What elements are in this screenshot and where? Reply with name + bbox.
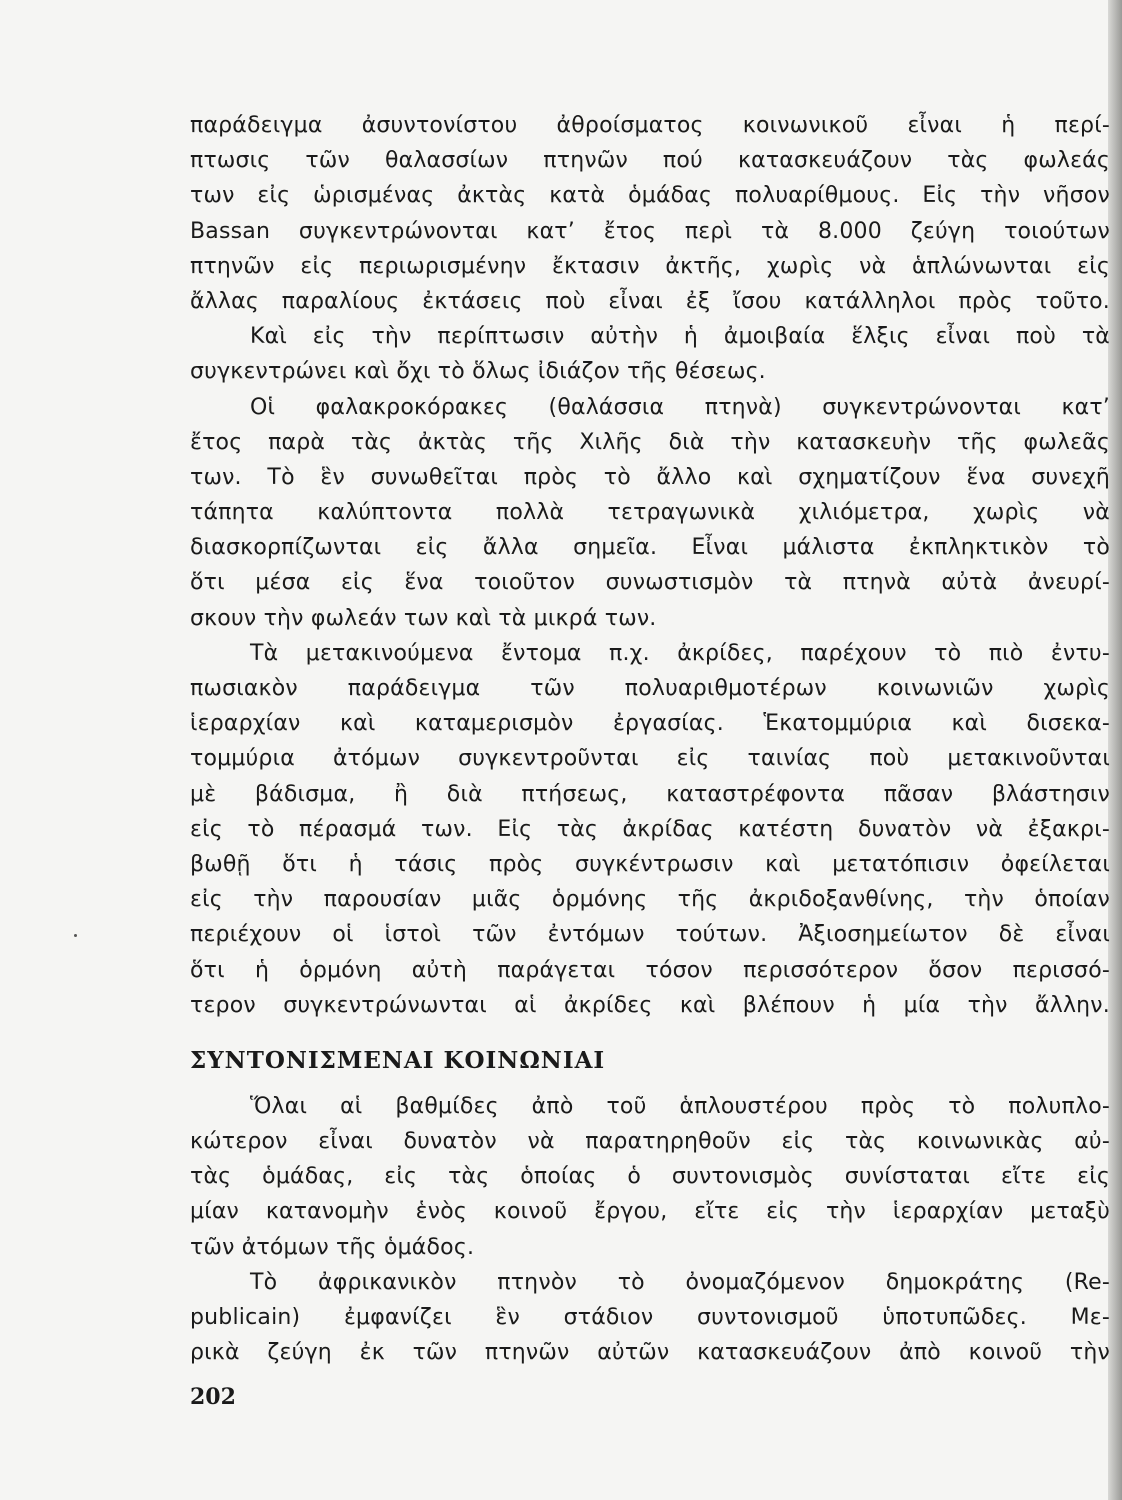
text-line: publicain) ἐμφανίζει ἓν στάδιον συντονισμοῦ ὑποτυπῶδες. Με-: [190, 1305, 1110, 1330]
text-line: Οἱ φαλακροκόρακες (θαλάσσια πτηνὰ) συγκεντρώνονται κατ’: [250, 394, 1110, 420]
text-line: διασκορπίζωνται εἰς ἄλλα σημεῖα. Εἶναι μάλιστα ἐκπληκτικὸν τὸ: [190, 535, 1110, 561]
text-line: των. Τὸ ἓν συνωθεῖται πρὸς τὸ ἄλλο καὶ σχηματίζουν ἕνα συνεχῆ: [190, 464, 1110, 490]
text-line: πτωσις τῶν θαλασσίων πτηνῶν πού κατασκευάζουν τὰς φωλεάς: [190, 148, 1110, 174]
paragraph-3: [190, 390, 1110, 636]
paragraph-5: [190, 1089, 1110, 1265]
text-line: τάπητα καλύπτοντα πολλὰ τετραγωνικὰ χιλιόμετρα, χωρὶς νὰ: [190, 500, 1110, 526]
text-line: τομμύρια ἀτόμων συγκεντροῦνται εἰς ταινίας ποὺ μετακινοῦνται: [190, 746, 1110, 772]
text-line: Τὸ ἀφρικανικὸν πτηνὸν τὸ ὀνομαζόμενον δημοκράτης (Re-: [250, 1269, 1110, 1295]
text-line: ἱεραρχίαν καὶ καταμερισμὸν ἐργασίας. Ἑκατομμύρια καὶ δισεκα-: [190, 711, 1110, 737]
text-line: συγκεντρώνει καὶ ὄχι τὸ ὅλως ἰδιάζον τῆς θέσεως.: [190, 359, 766, 385]
text-line: εἰς τὸ πέρασμά των. Εἰς τὰς ἀκρίδας κατέστη δυνατὸν νὰ ἐξακρι-: [190, 816, 1110, 842]
paragraph-2: [190, 319, 1110, 389]
body-text: [190, 108, 1110, 1370]
paragraph-6: [190, 1265, 1110, 1371]
text-line: ἄλλας παραλίους ἐκτάσεις ποὺ εἶναι ἐξ ἴσου κατάλληλοι πρὸς τοῦτο.: [190, 288, 1110, 314]
text-line: ρικὰ ζεύγη ἐκ τῶν πτηνῶν αὐτῶν κατασκευάζουν ἀπὸ κοινοῦ τὴν: [190, 1340, 1110, 1366]
text-line: ὅτι ἡ ὁρμόνη αὐτὴ παράγεται τόσον περισσότερον ὅσον περισσό-: [190, 957, 1110, 983]
scan-speck: [74, 934, 77, 937]
text-line: Bassan συγκεντρώνονται κατ’ ἔτος περὶ τὰ 8.000 ζεύγη τοιούτων: [190, 218, 1110, 244]
text-line: Ὅλαι αἱ βαθμίδες ἀπὸ τοῦ ἁπλουστέρου πρὸς τὸ πολυπλο-: [250, 1093, 1110, 1119]
text-line: ἔτος παρὰ τὰς ἀκτὰς τῆς Χιλῆς διὰ τὴν κατασκευὴν τῆς φωλεᾶς: [190, 429, 1110, 455]
paragraph-1: [190, 108, 1110, 319]
text-line: ὅτι μέσα εἰς ἕνα τοιοῦτον συνωστισμὸν τὰ πτηνὰ αὐτὰ ἀνευρί-: [190, 570, 1110, 596]
text-line: πτηνῶν εἰς περιωρισμένην ἔκτασιν ἀκτῆς, χωρὶς νὰ ἁπλώνωνται εἰς: [190, 253, 1110, 279]
text-line: μίαν κατανομὴν ἑνὸς κοινοῦ ἔργου, εἴτε εἰς τὴν ἱεραρχίαν μεταξὺ: [190, 1199, 1110, 1225]
text-line: κώτερον εἶναι δυνατὸν νὰ παρατηρηθοῦν εἰς τὰς κοινωνικὰς αὐ-: [190, 1129, 1110, 1155]
text-line: εἰς τὴν παρουσίαν μιᾶς ὁρμόνης τῆς ἀκριδοξανθίνης, τὴν ὁποίαν: [190, 887, 1110, 913]
page-number: 202: [190, 1384, 236, 1410]
text-line: σκουν τὴν φωλεάν των καὶ τὰ μικρά των.: [190, 605, 657, 631]
text-line: Τὰ μετακινούμενα ἔντομα π.χ. ἀκρίδες, παρέχουν τὸ πιὸ ἐντυ-: [250, 640, 1110, 666]
text-line: των εἰς ὡρισμένας ἀκτὰς κατὰ ὁμάδας πολυαρίθμους. Εἰς τὴν νῆσον: [190, 183, 1110, 209]
text-line: μὲ βάδισμα, ἢ διὰ πτήσεως, καταστρέφοντα πᾶσαν βλάστησιν: [190, 781, 1110, 807]
text-line: Καὶ εἰς τὴν περίπτωσιν αὐτὴν ἡ ἀμοιβαία ἕλξις εἶναι ποὺ τὰ: [250, 324, 1110, 350]
page-edge-shadow: [1108, 0, 1122, 1500]
text-line: τὰς ὁμάδας, εἰς τὰς ὁποίας ὁ συντονισμὸς συνίσταται εἴτε εἰς: [190, 1164, 1110, 1190]
text-line: τῶν ἀτόμων τῆς ὁμάδος.: [190, 1234, 475, 1260]
text-line: βωθῇ ὅτι ἡ τάσις πρὸς συγκέντρωσιν καὶ μετατόπισιν ὀφείλεται: [190, 851, 1110, 877]
text-line: πωσιακὸν παράδειγμα τῶν πολυαριθμοτέρων κοινωνιῶν χωρὶς: [190, 676, 1110, 701]
paragraph-4: [190, 636, 1110, 1023]
text-line: περιέχουν οἱ ἱστοὶ τῶν ἐντόμων τούτων. Ἀξιοσημείωτον δὲ εἶναι: [190, 922, 1110, 948]
text-line: τερον συγκεντρώνωνται αἱ ἀκρίδες καὶ βλέπουν ἡ μία τὴν ἄλλην.: [190, 992, 1110, 1018]
text-line: παράδειγμα ἀσυντονίστου ἀθροίσματος κοινωνικοῦ εἶναι ἡ περί-: [190, 113, 1110, 138]
section-heading: ΣΥΝΤΟΝΙΣΜΕΝΑΙ ΚΟΙΝΩΝΙΑΙ: [190, 1046, 606, 1074]
